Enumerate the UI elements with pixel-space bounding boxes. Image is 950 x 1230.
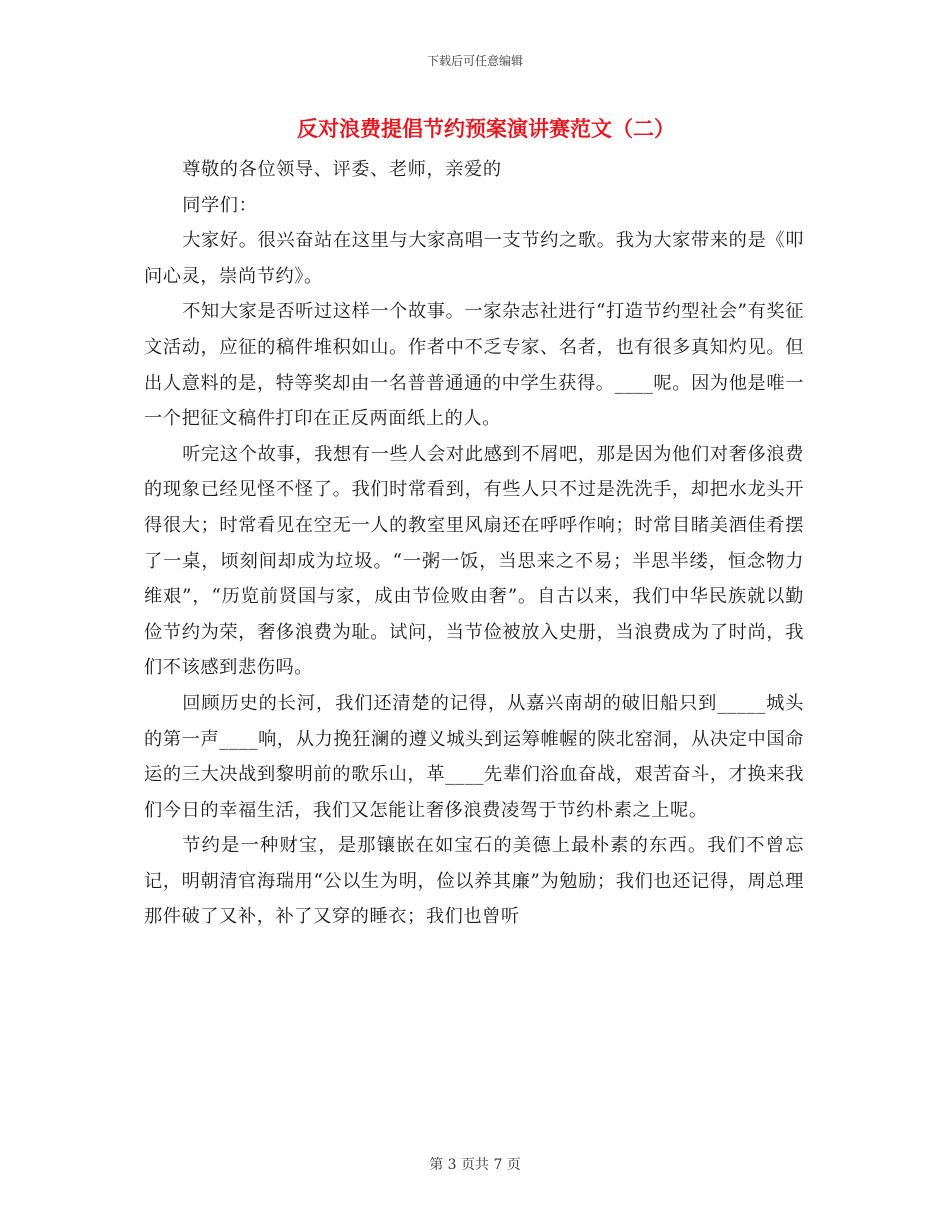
paragraph-story: 不知大家是否听过这样一个故事。一家杂志社进行“打造节约型社会”有奖征文活动，应征的稿件堆积如山。作者中不乏专家、名者，也有很多真知灼见。但出人意料的是，特等奖却由一名普普通通的中学生获得。____呢。因为他是唯一一个把征文稿件打印在正反两面纸上的人。 [144,301,804,430]
paragraph-intro: 大家好。很兴奋站在这里与大家高唱一支节约之歌。我为大家带来的是《叩问心灵，崇尚节约》。 [144,230,804,287]
paragraph-greeting-2: 同学们： [182,194,258,216]
paragraph-history: 回顾历史的长河，我们还清楚的记得，从嘉兴南胡的破旧船只到_____城头的第一声____响，从力挽狂澜的遵义城头到运筹帷幄的陕北窑洞，从决定中国命运的三大决战到黎明前的歌乐山，革____先辈们浴血奋战，艰苦奋斗，才换来我们今日的幸福生活，我们又怎能让奢侈浪费凌驾于节约朴素之上呢。 [144,692,804,821]
document-body [144,152,804,935]
paragraph-waste: 听完这个故事，我想有一些人会对此感到不屑吧，那是因为他们对奢侈浪费的现象已经见怪不怪了。我们时常看到，有些人只不过是洗洗手，却把水龙头开得很大；时常看见在空无一人的教室里风扇还在呼呼作响；时常目睹美酒佳肴摆了一桌，顷刻间却成为垃圾。“一粥一饭，当思来之不易；半思半缕，恒念物力维艰”，“历览前贤国与家，成由节俭败由奢”。自古以来，我们中华民族就以勤俭节约为荣，奢侈浪费为耻。试问，当节俭被放入史册，当浪费成为了时尚，我们不该感到悲伤吗。 [144,443,804,679]
paragraph-greeting-1: 尊敬的各位领导、评委、老师，亲爱的 [182,159,502,180]
page-number: 第 3 页共 7 页 [429,1157,521,1173]
page-header: 下载后可任意编辑 [426,54,523,68]
paragraph-treasure: 节约是一种财宝，是那镶嵌在如宝石的美德上最朴素的东西。我们不曾忘记，明朝清官海瑞用“公以生为明，俭以养其廉”为勉励；我们也还记得，周总理那件破了又补，补了又穿的睡衣；我们也曾听 [144,835,804,928]
document-title: 反对浪费提倡节约预案演讲赛范文（二） [297,116,675,141]
